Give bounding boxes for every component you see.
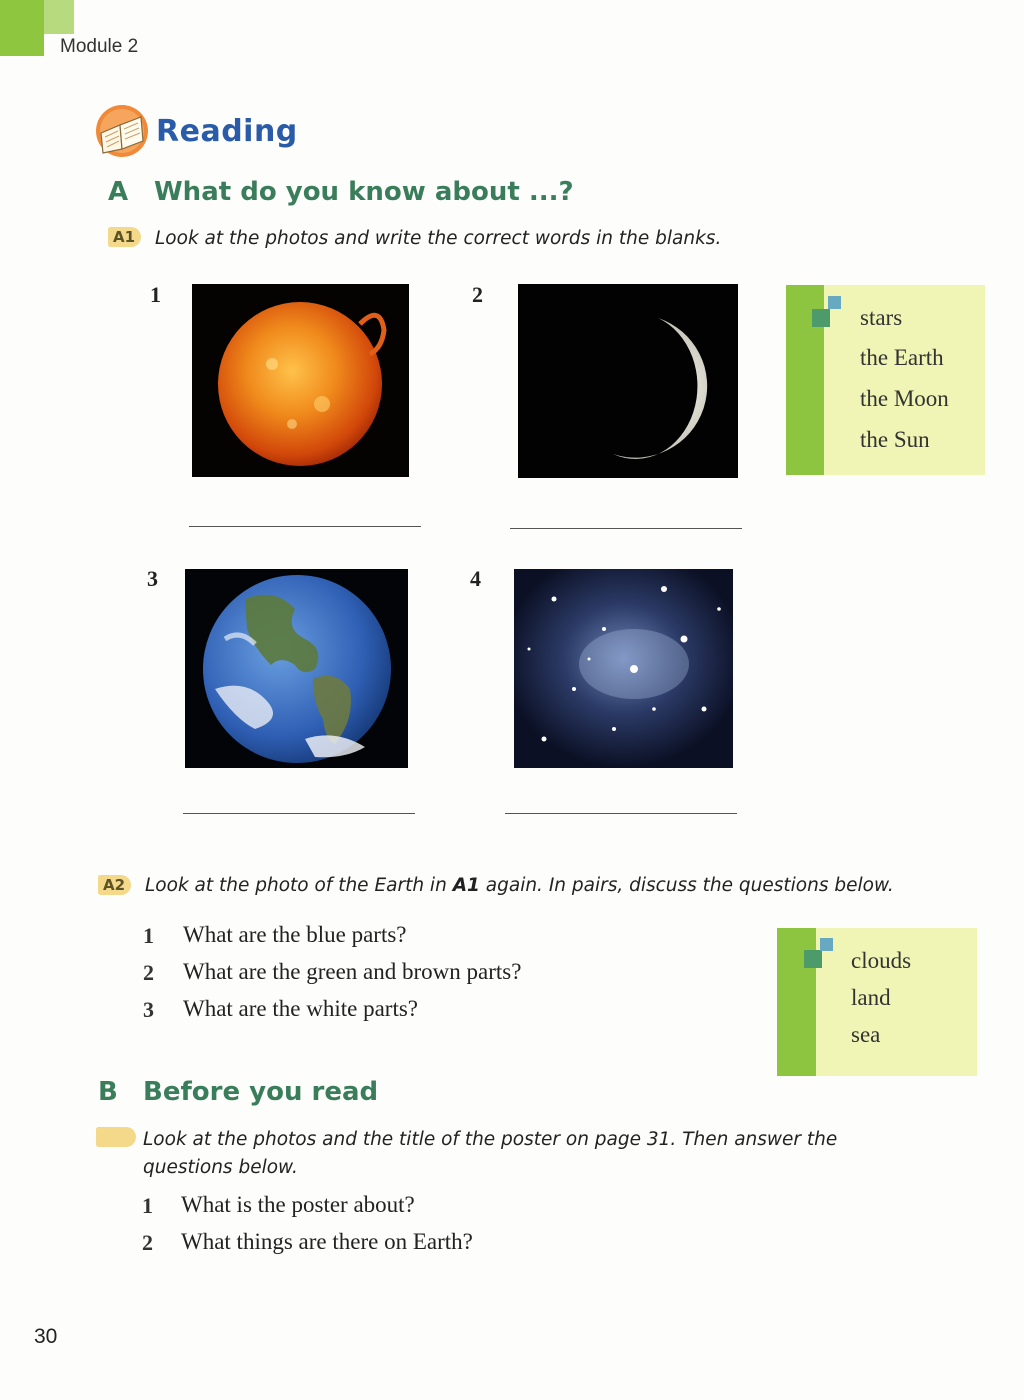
question-number: 2 xyxy=(142,1230,153,1255)
word-option: the Earth xyxy=(860,345,944,370)
b-instruction: Look at the photos and the title of the poster on page 31. Then answer the questions below. xyxy=(143,1129,838,1178)
question-text: What is the poster about? xyxy=(181,1192,415,1217)
answer-blank-4[interactable] xyxy=(505,813,737,814)
answer-blank-1[interactable] xyxy=(189,526,421,527)
question-number: 2 xyxy=(143,960,154,985)
activity-badge-a1: A1 xyxy=(108,227,141,247)
word-option: sea xyxy=(851,1022,881,1047)
book-icon xyxy=(93,103,151,159)
earth-photo xyxy=(185,569,408,768)
activity-badge-b xyxy=(96,1127,136,1147)
a2-instruction: Look at the photo of the Earth in A1 again. In pairs, discuss the questions below. xyxy=(145,875,894,896)
question-number: 1 xyxy=(143,923,154,948)
answer-blank-2[interactable] xyxy=(510,528,742,529)
section-a-title: What do you know about ...? xyxy=(154,177,574,207)
photo-number-3: 3 xyxy=(147,566,158,591)
stars-photo xyxy=(514,569,733,768)
photo-number-1: 1 xyxy=(150,282,161,307)
activity-badge-a2: A2 xyxy=(98,875,131,895)
module-label: Module 2 xyxy=(60,36,139,57)
word-option: land xyxy=(851,985,891,1010)
question-number: 3 xyxy=(143,997,154,1022)
section-title: Reading xyxy=(156,114,298,149)
word-box-a1 xyxy=(786,285,985,475)
corner-tab-accent xyxy=(44,0,74,34)
question-text: What things are there on Earth? xyxy=(181,1229,473,1254)
word-box-a2 xyxy=(777,928,977,1076)
question-text: What are the white parts? xyxy=(183,996,418,1021)
word-option: the Moon xyxy=(860,386,949,411)
section-b-title: Before you read xyxy=(143,1077,379,1107)
moon-photo xyxy=(518,284,738,478)
question-number: 1 xyxy=(142,1193,153,1218)
question-text: What are the blue parts? xyxy=(183,922,407,947)
page-number: 30 xyxy=(34,1325,58,1348)
section-a-letter: A xyxy=(108,177,129,207)
word-option: the Sun xyxy=(860,427,930,452)
corner-tab xyxy=(0,0,44,56)
word-option: stars xyxy=(860,305,903,330)
answer-blank-3[interactable] xyxy=(183,813,415,814)
word-option: clouds xyxy=(851,948,912,973)
photo-number-4: 4 xyxy=(470,566,481,591)
photo-number-2: 2 xyxy=(472,282,483,307)
sun-photo xyxy=(192,284,409,477)
section-b-letter: B xyxy=(98,1077,118,1107)
a1-instruction: Look at the photos and write the correct words in the blanks. xyxy=(155,228,722,249)
question-text: What are the green and brown parts? xyxy=(183,959,522,984)
